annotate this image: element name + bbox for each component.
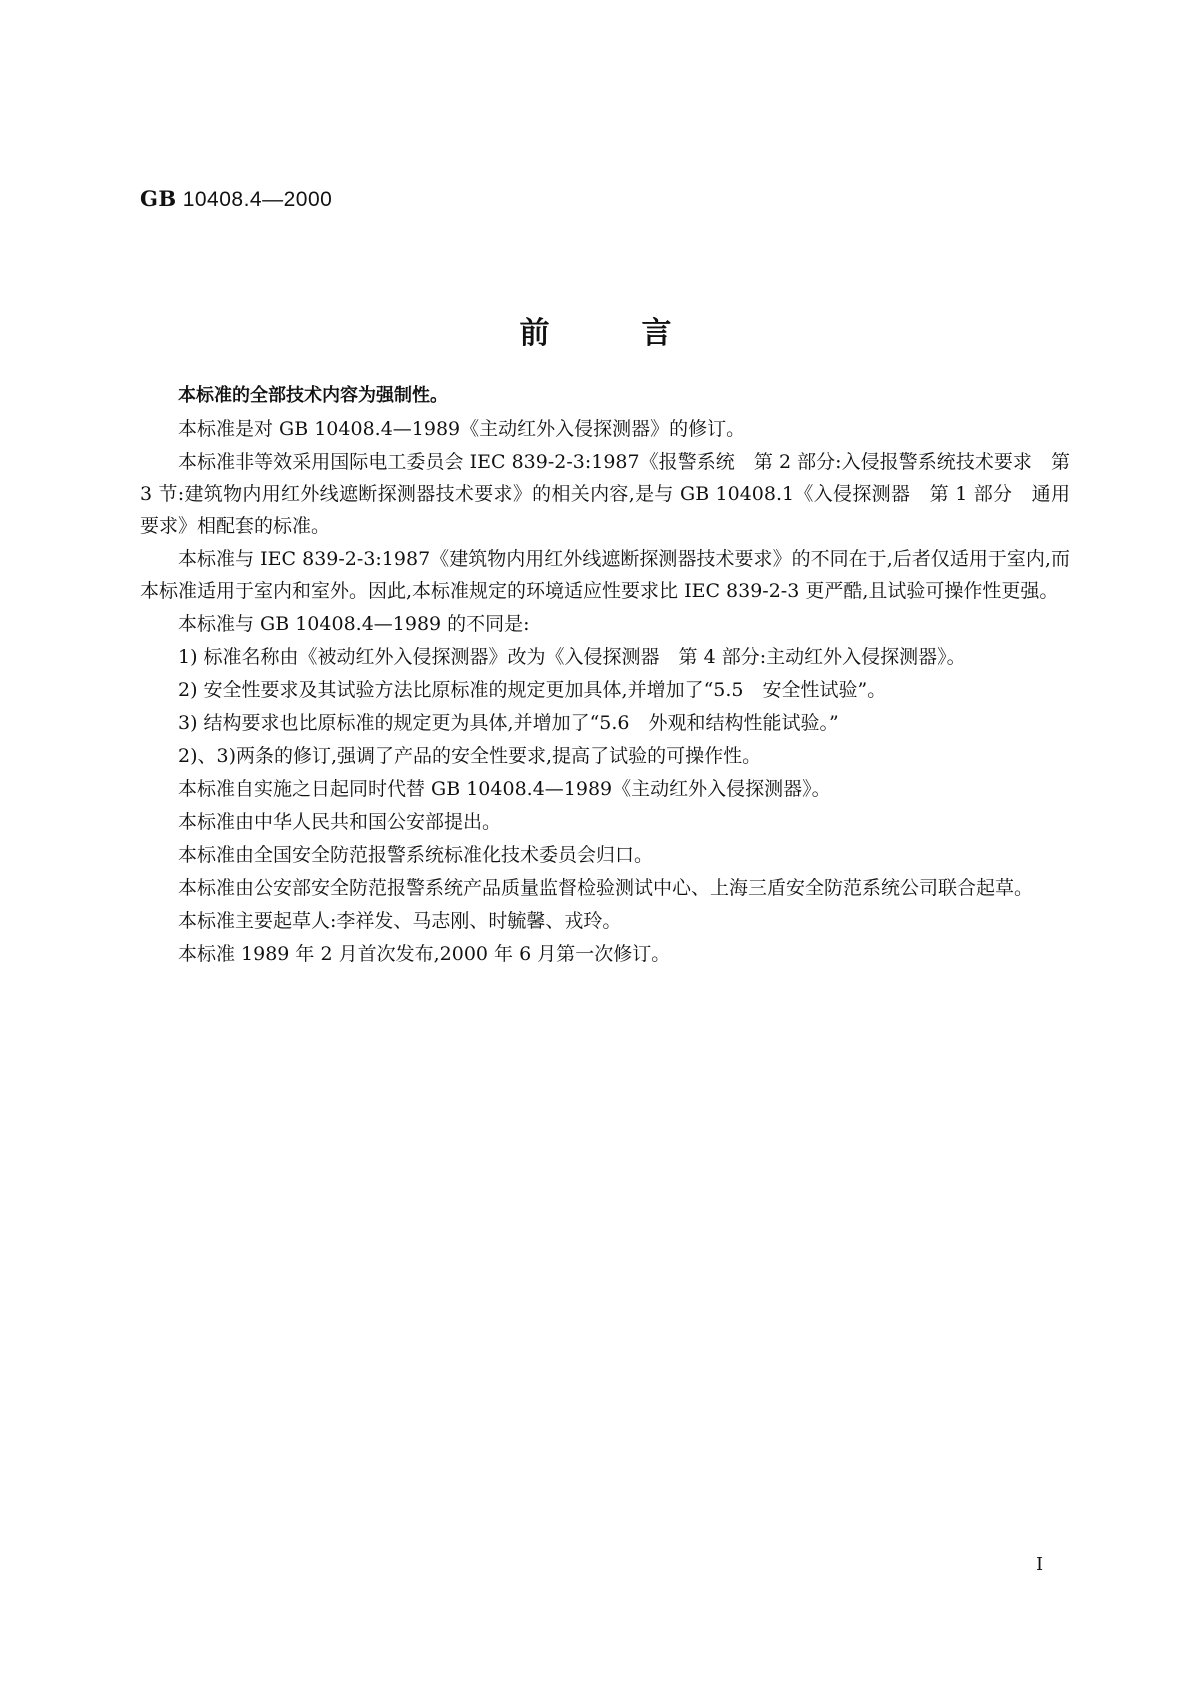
paragraph: 2)、3)两条的修订,强调了产品的安全性要求,提高了试验的可操作性。 [178, 745, 762, 767]
list-item: 1) 标准名称由《被动红外入侵探测器》改为《入侵探测器 第 4 部分:主动红外入侵探测器》。 [178, 646, 966, 668]
paragraph: 本标准主要起草人:李祥发、马志刚、时毓馨、戎玲。 [178, 910, 622, 932]
page-title: 前言 [519, 316, 764, 351]
paragraph: 本标准与 GB 10408.4—1989 的不同是: [178, 613, 530, 635]
page-number: I [1036, 1554, 1044, 1575]
paragraph: 本标准非等效采用国际电工委员会 IEC 839-2-3:1987《报警系统 第 2 部分:入侵报警系统技术要求 第 3 节:建筑物内用红外线遮断探测器技术要求》的相关内容,是与 GB 10408.1《入侵探测器 第 1 部分 通用要求》相配套的标准。 [140, 451, 1070, 537]
list-item: 3) 结构要求也比原标准的规定更为具体,并增加了“5.6 外观和结构性能试验。” [178, 712, 839, 734]
paragraph: 本标准由中华人民共和国公安部提出。 [178, 811, 502, 833]
standard-code [140, 186, 332, 212]
paragraph: 本标准由公安部安全防范报警系统产品质量监督检验测试中心、上海三盾安全防范系统公司联合起草。 [178, 877, 1034, 899]
paragraph: 本标准 1989 年 2 月首次发布,2000 年 6 月第一次修订。 [178, 943, 671, 965]
mandatory-statement: 本标准的全部技术内容为强制性。 [178, 385, 448, 406]
standard-code-prefix: GB [140, 186, 177, 211]
paragraph: 本标准与 IEC 839-2-3:1987《建筑物内用红外线遮断探测器技术要求》的不同在于,后者仅适用于室内,而本标准适用于室内和室外。因此,本标准规定的环境适应性要求比 IEC 839-2-3 更严酷,且试验可操作性更强。 [140, 548, 1070, 602]
list-item: 2) 安全性要求及其试验方法比原标准的规定更加具体,并增加了“5.5 安全性试验”。 [178, 679, 887, 701]
paragraph: 本标准自实施之日起同时代替 GB 10408.4—1989《主动红外入侵探测器》。 [178, 778, 831, 800]
foreword-body [140, 380, 1070, 971]
paragraph: 本标准是对 GB 10408.4—1989《主动红外入侵探测器》的修订。 [178, 418, 746, 440]
standard-code-number: 10408.4—2000 [182, 188, 333, 211]
paragraph: 本标准由全国安全防范报警系统标准化技术委员会归口。 [178, 844, 654, 866]
